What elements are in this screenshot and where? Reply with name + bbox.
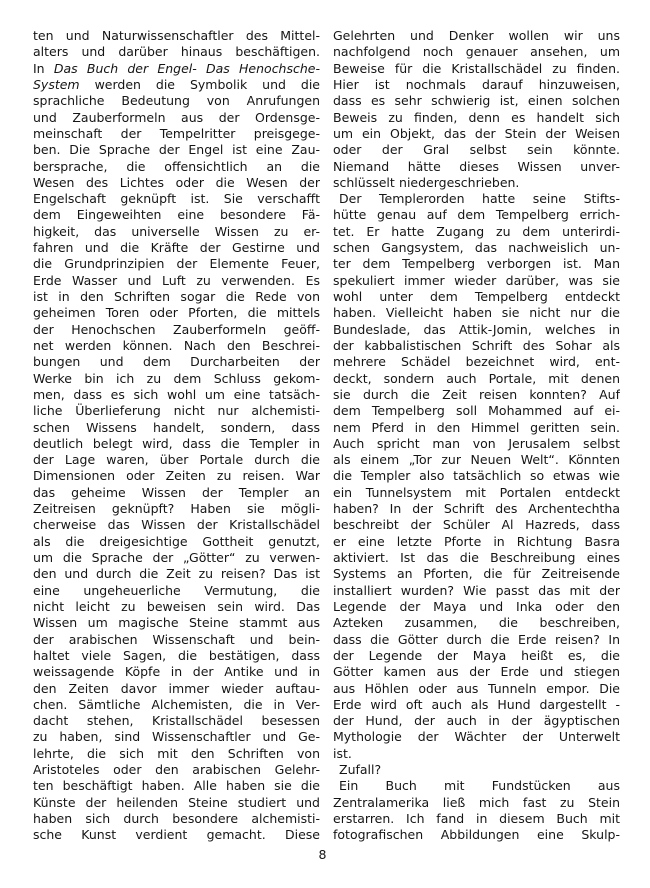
text-line: meinschaft der Tempelritter preisgege-: [33, 125, 320, 141]
column-right: [333, 28, 620, 844]
text-line: haben? In der Schrift des Archentechtha: [333, 501, 620, 517]
text-line: net werden können. Nach den Beschrei-: [33, 337, 320, 353]
text-line: Azteken zusammen, die beschreiben,: [333, 615, 620, 631]
text-line: und Zauberformeln aus der Ordensge-: [33, 109, 320, 125]
text-line: beschreibt der Schüler Al Hazreds, dass: [333, 517, 620, 533]
text-line: Beweise für die Kristallschädel zu finden.: [333, 60, 620, 76]
text-line: fotografischen Abbildungen eine Skulp-: [333, 827, 620, 843]
text-line: Niemand hätte dieses Wissen unver-: [333, 158, 620, 174]
text-line: Auch spricht man von Jerusalem selbst: [333, 435, 620, 451]
text-line: aktiviert. Ist das die Beschreibung eines: [333, 550, 620, 565]
text-line: men, dass es sich wohl um eine tatsäch-: [33, 386, 320, 402]
text-line: Bundeslade, das Attik-Jomin, welches in: [333, 321, 620, 337]
text-line: Gelehrten und Denker wollen wir uns: [333, 28, 620, 43]
text-line: als einem „Tor zur Neuen Welt“. Könnten: [333, 452, 620, 468]
text-line: higkeit, das universelle Wissen zu er-: [33, 223, 320, 239]
page-number: 8: [318, 847, 327, 862]
text-line: Dimensionen oder Zeiten zu reisen. War: [33, 468, 320, 484]
text-line: sche Kunst verdient gemacht. Diese: [33, 827, 320, 843]
text-line: ist in den Schriften sogar die Rede von: [33, 289, 320, 304]
text-line: oder der Gral selbst sein könnte.: [333, 142, 620, 158]
text-line: Systems an Pforten, die für Zeitreisende: [333, 566, 620, 582]
text-line: er eine letzte Pforte in Richtung Basra: [333, 533, 620, 549]
text-line: hütte genau auf dem Tempelberg errich-: [333, 207, 620, 223]
text-line: Götter kamen aus der Erde und stiegen: [333, 664, 620, 680]
text-line: Erde wird oft auch als Hund dargestellt -: [333, 696, 620, 712]
text-line: bersprache, die offensichtlich an die: [33, 158, 320, 174]
text-line: mehrere Schädel bezeichnet wird, ent-: [333, 354, 620, 370]
text-line: sie durch die Zeit reisen konnten? Auf: [333, 386, 620, 402]
text-line: der Legende der Maya heißt es, die: [333, 647, 620, 663]
text-line: um ein Objekt, das der Stein der Weisen: [333, 125, 620, 141]
text-line: den Zeiten davor immer wieder auftau-: [33, 680, 320, 696]
text-line: Aristoteles oder den arabischen Gelehr-: [33, 762, 320, 778]
text-line: Künste der heilenden Steine studiert und: [33, 794, 320, 810]
text-line: alters und darüber hinaus beschäftigen.: [33, 44, 320, 60]
text-line: ist.: [333, 745, 352, 761]
text-line: cherweise das Wissen der Kristallschädel: [33, 517, 320, 533]
text-line: nachfolgend noch genauer ansehen, um: [333, 44, 620, 60]
text-line: Wesen des Lichtes oder die Wesen der: [33, 174, 320, 190]
text-line: deckt, sondern auch Portale, mit denen: [333, 370, 620, 386]
text-line: haltet viele Sagen, die bestätigen, dass: [33, 647, 320, 663]
text-line: Engelschaft geknüpft ist. Sie verschafft: [33, 191, 320, 207]
text-line: der arabischen Wissenschaft und bein-: [33, 631, 320, 647]
text-line: bungen und dem Durcharbeiten der: [33, 354, 320, 370]
text-line: der Lage waren, über Portale durch die: [33, 452, 320, 468]
text-line: dem Tempelberg soll Mohammed auf ei-: [333, 403, 620, 419]
text-line: schen Wissens handelt, sondern, dass: [33, 419, 320, 435]
text-line: den und durch die Zeit zu reisen? Das ist: [33, 566, 320, 582]
text-line: eine ungeheuerliche Vermutung, die: [33, 582, 320, 598]
text-line: Legende der Maya und Inka oder den: [333, 598, 620, 614]
text-line: installiert wurden? Wie passt das mit der: [333, 582, 620, 598]
text-line: haben. Vielleicht haben sie nicht nur die: [333, 305, 620, 321]
text-line: Zentralamerika ließ mich fast zu Stein: [333, 794, 620, 810]
text-line: ten und Naturwissenschaftler des Mittel-: [33, 28, 320, 43]
text-line: Erde Wasser und Luft zu verwenden. Es: [33, 272, 320, 288]
text-line: das geheime Wissen der Templer an: [33, 484, 320, 500]
text-line: um die Sprache der „Götter“ zu verwen-: [33, 550, 320, 565]
text-line: fahren und die Kräfte der Gestirne und: [33, 240, 320, 256]
text-line: ten beschäftigt haben. Alle haben sie die: [33, 778, 320, 794]
text-line: schlüsselt niedergeschrieben.: [333, 174, 520, 190]
text-line: der Hund, der auch in der ägyptischen: [333, 713, 620, 729]
text-line: Beweis zu finden, denn es handelt sich: [333, 109, 620, 125]
text-line: nicht leicht zu beweisen sein wird. Das: [33, 598, 320, 614]
text-line: als die dreigesichtige Gottheit genutzt,: [33, 533, 320, 549]
text-line: ben. Die Sprache der Engel ist eine Zau-: [33, 142, 320, 158]
text-line: In Das Buch der Engel- Das Henochsche-: [33, 60, 320, 76]
text-line: deutlich belegt wird, dass die Templer in: [33, 435, 320, 451]
text-line: Ein Buch mit Fundstücken aus: [339, 778, 620, 794]
text-line: spekuliert immer wieder darüber, was sie: [333, 272, 620, 288]
text-line: geheimen Toren oder Pforten, die mittels: [33, 305, 320, 321]
text-line: erstarren. Ich fand in diesem Buch mit: [333, 811, 620, 826]
text-line: ter dem Tempelberg verborgen ist. Man: [333, 256, 620, 272]
text-line: chen. Sämtliche Alchemisten, die in Ver-: [33, 696, 320, 712]
text-line: Der Templerorden hatte seine Stifts-: [339, 191, 620, 207]
text-line: Zufall?: [339, 762, 382, 778]
text-line: der Henochschen Zauberformeln geöff-: [33, 321, 320, 337]
text-line: Zeitreisen geknüpft? Haben sie mögli-: [33, 501, 320, 517]
text-line: Mythologie der Wächter der Unterwelt: [333, 729, 620, 745]
column-left: [33, 28, 320, 844]
text-line: schen Gangsystem, das nachweislich un-: [333, 240, 620, 256]
text-line: sprachliche Bedeutung von Anrufungen: [33, 93, 320, 109]
text-line: die Grundprinzipien der Elemente Feuer,: [33, 256, 320, 272]
text-line: haben sich durch besondere alchemisti-: [33, 811, 320, 826]
text-line: lehrte, die sich mit den Schriften von: [33, 745, 320, 761]
text-line: die Templer also tatsächlich so etwas wie: [333, 468, 620, 484]
text-line: dem Eingeweihten eine besondere Fä-: [33, 207, 320, 223]
text-line: dacht stehen, Kristallschädel besessen: [33, 713, 320, 729]
text-line: Hier ist nochmals darauf hinzuweisen,: [333, 76, 620, 92]
text-line: liche Überlieferung nicht nur alchemisti-: [33, 403, 320, 419]
text-line: dass es sehr schwierig ist, einen solchen: [333, 93, 620, 109]
text-line: zu haben, sind Wissenschaftler und Ge-: [33, 729, 320, 745]
text-columns: [33, 28, 620, 844]
text-line: dass die Götter durch die Erde reisen? In: [333, 631, 620, 647]
text-line: tet. Er hatte Zugang zu dem unterirdi-: [333, 223, 620, 239]
text-line: ein Tunnelsystem mit Portalen entdeckt: [333, 484, 620, 500]
text-line: nem Pferd in den Himmel geritten sein.: [333, 419, 620, 435]
text-line: der kabbalistischen Schrift des Sohar als: [333, 337, 620, 353]
text-line: Werke bin ich zu dem Schluss gekom-: [33, 370, 320, 386]
text-line: weissagende Köpfe in der Antike und in: [33, 664, 320, 680]
text-line: wohl unter dem Tempelberg entdeckt: [333, 289, 620, 304]
text-line: System werden die Symbolik und die: [33, 76, 320, 92]
text-line: Wissen um magische Steine stammt aus: [33, 615, 320, 631]
text-line: aus Höhlen oder aus Tunneln empor. Die: [333, 680, 620, 696]
